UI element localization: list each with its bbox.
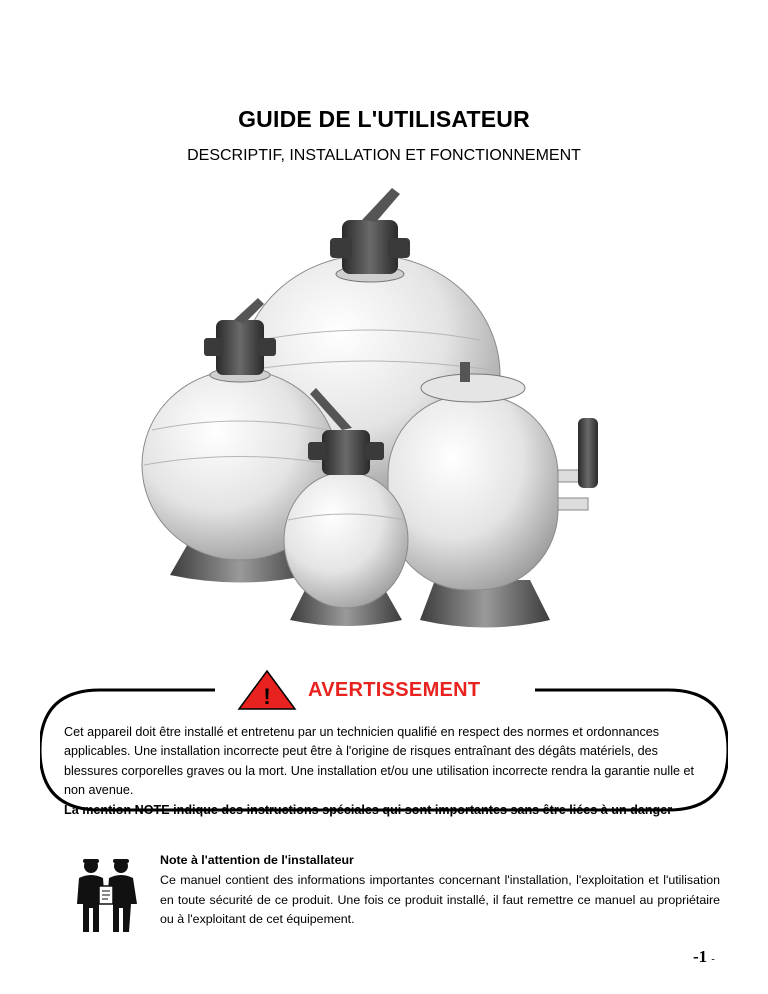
page-number	[693, 947, 715, 967]
warning-header	[236, 668, 532, 712]
page-number-suffix: -	[711, 954, 715, 965]
warning-note: La mention NOTE indique des instructions spéciales qui sont importantes sans être liées à un danger	[64, 802, 673, 817]
page-number-value: -1	[693, 947, 708, 966]
installer-note-title: Note à l'attention de l'installateur	[160, 853, 354, 867]
installer-note-body: Ce manuel contient des informations importantes concernant l'installation, l'exploitation et l'utilisation en toute sécurité de ce produit. Une fois ce produit installé, il faut remettre ce manuel au propriétaire ou à l'exploitant de cet équipement.	[160, 872, 720, 927]
warning-triangle-icon	[236, 668, 298, 712]
document-subtitle: DESCRIPTIF, INSTALLATION ET FONCTIONNEMENT	[187, 147, 581, 164]
installers-icon	[74, 856, 140, 932]
warning-text: Cet appareil doit être installé et entretenu par un technicien qualifié en respect des normes et ordonnances applicables. Une installation incorrecte peut être à l'origine de risques entraînant des dégâts matériels, des blessures corporelles graves ou la mort. Une installation et/ou une utilisation incorrecte rendra la garantie nulle et non avenue.	[64, 725, 695, 798]
warning-title: AVERTISSEMENT	[308, 678, 481, 701]
installer-note	[160, 851, 720, 930]
document-title: GUIDE DE L'UTILISATEUR	[238, 106, 530, 132]
warning-exclamation: !	[263, 684, 271, 709]
sand-filters-illustration	[130, 180, 600, 650]
warning-body	[64, 723, 708, 820]
